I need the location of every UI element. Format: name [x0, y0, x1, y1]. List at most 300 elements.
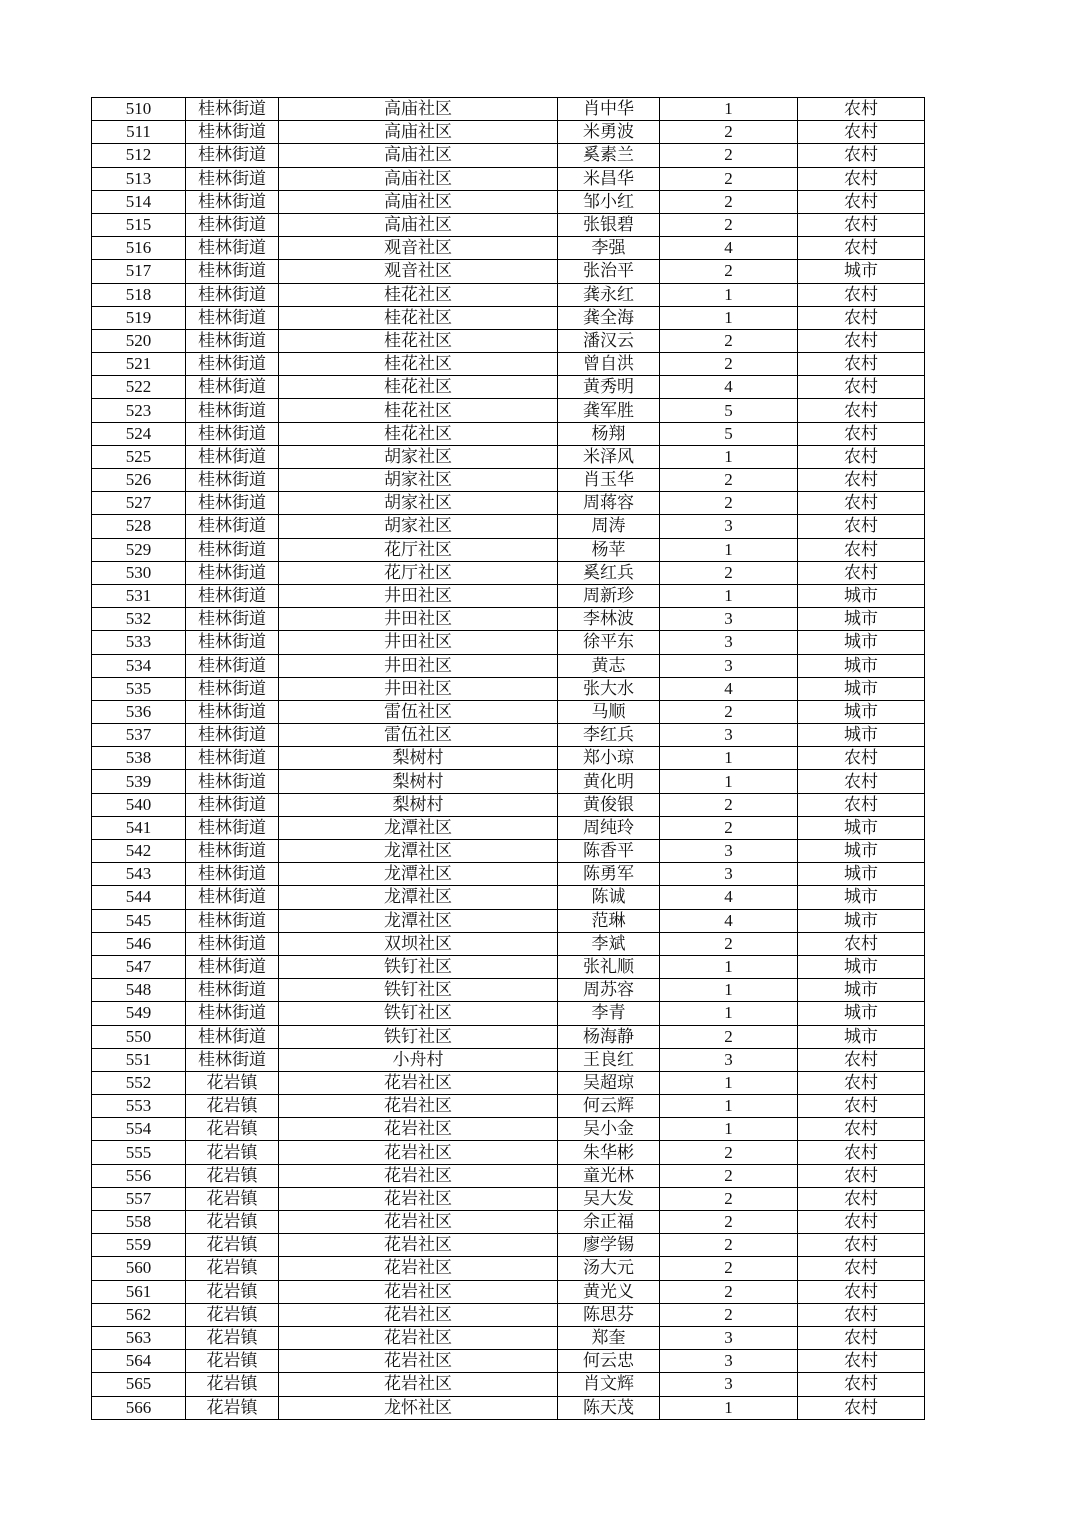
count-cell: 2 — [660, 167, 798, 190]
community-cell: 梨树村 — [279, 793, 558, 816]
type-cell: 农村 — [798, 121, 925, 144]
name-cell: 范琳 — [558, 909, 660, 932]
name-cell: 肖中华 — [558, 98, 660, 121]
name-cell: 潘汉云 — [558, 329, 660, 352]
type-cell: 城市 — [798, 724, 925, 747]
table-row — [92, 747, 925, 770]
type-cell: 城市 — [798, 608, 925, 631]
community-cell: 龙潭社区 — [279, 840, 558, 863]
community-cell: 花岩社区 — [279, 1118, 558, 1141]
community-cell: 观音社区 — [279, 260, 558, 283]
street-cell: 桂林街道 — [186, 1048, 279, 1071]
name-cell: 米昌华 — [558, 167, 660, 190]
name-cell: 黄光义 — [558, 1280, 660, 1303]
community-cell: 桂花社区 — [279, 422, 558, 445]
name-cell: 吴大发 — [558, 1187, 660, 1210]
row-number-cell: 546 — [92, 932, 186, 955]
name-cell: 肖文辉 — [558, 1373, 660, 1396]
data-table — [91, 97, 925, 1420]
name-cell: 黄秀明 — [558, 376, 660, 399]
count-cell: 2 — [660, 353, 798, 376]
name-cell: 何云辉 — [558, 1095, 660, 1118]
community-cell: 胡家社区 — [279, 515, 558, 538]
table-row — [92, 955, 925, 978]
table-row — [92, 793, 925, 816]
community-cell: 高庙社区 — [279, 213, 558, 236]
row-number-cell: 561 — [92, 1280, 186, 1303]
community-cell: 梨树村 — [279, 770, 558, 793]
name-cell: 黄志 — [558, 654, 660, 677]
name-cell: 郑奎 — [558, 1326, 660, 1349]
row-number-cell: 529 — [92, 538, 186, 561]
table-row — [92, 1095, 925, 1118]
name-cell: 米勇波 — [558, 121, 660, 144]
row-number-cell: 559 — [92, 1234, 186, 1257]
name-cell: 曾自洪 — [558, 353, 660, 376]
type-cell: 农村 — [798, 1048, 925, 1071]
name-cell: 陈勇军 — [558, 863, 660, 886]
count-cell: 2 — [660, 1303, 798, 1326]
street-cell: 花岩镇 — [186, 1326, 279, 1349]
name-cell: 邹小红 — [558, 190, 660, 213]
name-cell: 周蒋容 — [558, 492, 660, 515]
table-row — [92, 353, 925, 376]
table-row — [92, 144, 925, 167]
row-number-cell: 539 — [92, 770, 186, 793]
community-cell: 桂花社区 — [279, 329, 558, 352]
row-number-cell: 513 — [92, 167, 186, 190]
table-row — [92, 677, 925, 700]
count-cell: 4 — [660, 237, 798, 260]
count-cell: 1 — [660, 283, 798, 306]
row-number-cell: 515 — [92, 213, 186, 236]
count-cell: 2 — [660, 1280, 798, 1303]
name-cell: 徐平东 — [558, 631, 660, 654]
name-cell: 周纯玲 — [558, 816, 660, 839]
table-row — [92, 863, 925, 886]
street-cell: 花岩镇 — [186, 1187, 279, 1210]
type-cell: 农村 — [798, 237, 925, 260]
row-number-cell: 534 — [92, 654, 186, 677]
community-cell: 桂花社区 — [279, 353, 558, 376]
community-cell: 龙潭社区 — [279, 886, 558, 909]
community-cell: 雷伍社区 — [279, 700, 558, 723]
row-number-cell: 566 — [92, 1396, 186, 1419]
name-cell: 李强 — [558, 237, 660, 260]
street-cell: 桂林街道 — [186, 399, 279, 422]
community-cell: 花岩社区 — [279, 1234, 558, 1257]
community-cell: 铁钉社区 — [279, 979, 558, 1002]
count-cell: 2 — [660, 121, 798, 144]
type-cell: 农村 — [798, 1396, 925, 1419]
count-cell: 4 — [660, 909, 798, 932]
row-number-cell: 517 — [92, 260, 186, 283]
row-number-cell: 564 — [92, 1350, 186, 1373]
street-cell: 花岩镇 — [186, 1396, 279, 1419]
table-row — [92, 1187, 925, 1210]
type-cell: 农村 — [798, 1095, 925, 1118]
row-number-cell: 535 — [92, 677, 186, 700]
row-number-cell: 558 — [92, 1211, 186, 1234]
table-row — [92, 190, 925, 213]
table-row — [92, 1002, 925, 1025]
community-cell: 高庙社区 — [279, 190, 558, 213]
type-cell: 城市 — [798, 1002, 925, 1025]
name-cell: 张治平 — [558, 260, 660, 283]
count-cell: 1 — [660, 747, 798, 770]
row-number-cell: 538 — [92, 747, 186, 770]
count-cell: 3 — [660, 840, 798, 863]
count-cell: 3 — [660, 1350, 798, 1373]
street-cell: 桂林街道 — [186, 700, 279, 723]
count-cell: 2 — [660, 1211, 798, 1234]
name-cell: 肖玉华 — [558, 469, 660, 492]
count-cell: 1 — [660, 98, 798, 121]
row-number-cell: 533 — [92, 631, 186, 654]
table-row — [92, 700, 925, 723]
count-cell: 1 — [660, 306, 798, 329]
count-cell: 5 — [660, 399, 798, 422]
street-cell: 桂林街道 — [186, 584, 279, 607]
count-cell: 2 — [660, 700, 798, 723]
table-row — [92, 631, 925, 654]
community-cell: 胡家社区 — [279, 492, 558, 515]
row-number-cell: 540 — [92, 793, 186, 816]
type-cell: 农村 — [798, 492, 925, 515]
street-cell: 桂林街道 — [186, 237, 279, 260]
name-cell: 马顺 — [558, 700, 660, 723]
name-cell: 李红兵 — [558, 724, 660, 747]
name-cell: 米泽风 — [558, 445, 660, 468]
name-cell: 郑小琼 — [558, 747, 660, 770]
row-number-cell: 536 — [92, 700, 186, 723]
type-cell: 城市 — [798, 863, 925, 886]
type-cell: 城市 — [798, 909, 925, 932]
count-cell: 1 — [660, 1095, 798, 1118]
community-cell: 铁钉社区 — [279, 955, 558, 978]
community-cell: 桂花社区 — [279, 306, 558, 329]
row-number-cell: 549 — [92, 1002, 186, 1025]
row-number-cell: 548 — [92, 979, 186, 1002]
row-number-cell: 516 — [92, 237, 186, 260]
count-cell: 5 — [660, 422, 798, 445]
count-cell: 1 — [660, 770, 798, 793]
table-row — [92, 1071, 925, 1094]
community-cell: 桂花社区 — [279, 283, 558, 306]
street-cell: 桂林街道 — [186, 515, 279, 538]
community-cell: 高庙社区 — [279, 98, 558, 121]
community-cell: 花岩社区 — [279, 1164, 558, 1187]
community-cell: 高庙社区 — [279, 121, 558, 144]
name-cell: 张银碧 — [558, 213, 660, 236]
community-cell: 龙潭社区 — [279, 816, 558, 839]
table-row — [92, 816, 925, 839]
type-cell: 农村 — [798, 329, 925, 352]
row-number-cell: 555 — [92, 1141, 186, 1164]
name-cell: 汤大元 — [558, 1257, 660, 1280]
row-number-cell: 552 — [92, 1071, 186, 1094]
row-number-cell: 524 — [92, 422, 186, 445]
street-cell: 桂林街道 — [186, 909, 279, 932]
table-row — [92, 306, 925, 329]
type-cell: 城市 — [798, 677, 925, 700]
count-cell: 2 — [660, 1187, 798, 1210]
row-number-cell: 522 — [92, 376, 186, 399]
count-cell: 3 — [660, 1048, 798, 1071]
row-number-cell: 512 — [92, 144, 186, 167]
count-cell: 1 — [660, 1002, 798, 1025]
street-cell: 桂林街道 — [186, 283, 279, 306]
count-cell: 2 — [660, 793, 798, 816]
community-cell: 小舟村 — [279, 1048, 558, 1071]
table-row — [92, 724, 925, 747]
count-cell: 3 — [660, 863, 798, 886]
row-number-cell: 520 — [92, 329, 186, 352]
name-cell: 杨苹 — [558, 538, 660, 561]
table-row — [92, 1350, 925, 1373]
street-cell: 花岩镇 — [186, 1257, 279, 1280]
type-cell: 农村 — [798, 1257, 925, 1280]
community-cell: 花厅社区 — [279, 538, 558, 561]
community-cell: 井田社区 — [279, 631, 558, 654]
table-row — [92, 376, 925, 399]
street-cell: 桂林街道 — [186, 445, 279, 468]
name-cell: 李斌 — [558, 932, 660, 955]
count-cell: 3 — [660, 631, 798, 654]
table-row — [92, 121, 925, 144]
street-cell: 桂林街道 — [186, 840, 279, 863]
table-row — [92, 213, 925, 236]
name-cell: 朱华彬 — [558, 1141, 660, 1164]
street-cell: 桂林街道 — [186, 121, 279, 144]
table-row — [92, 1164, 925, 1187]
table-row — [92, 886, 925, 909]
row-number-cell: 523 — [92, 399, 186, 422]
name-cell: 李林波 — [558, 608, 660, 631]
name-cell: 张大水 — [558, 677, 660, 700]
street-cell: 桂林街道 — [186, 469, 279, 492]
type-cell: 农村 — [798, 538, 925, 561]
table-row — [92, 979, 925, 1002]
street-cell: 桂林街道 — [186, 260, 279, 283]
type-cell: 农村 — [798, 1187, 925, 1210]
street-cell: 花岩镇 — [186, 1164, 279, 1187]
name-cell: 黄俊银 — [558, 793, 660, 816]
count-cell: 1 — [660, 1071, 798, 1094]
name-cell: 童光林 — [558, 1164, 660, 1187]
type-cell: 城市 — [798, 886, 925, 909]
street-cell: 桂林街道 — [186, 886, 279, 909]
name-cell: 奚素兰 — [558, 144, 660, 167]
type-cell: 农村 — [798, 144, 925, 167]
street-cell: 桂林街道 — [186, 1002, 279, 1025]
row-number-cell: 543 — [92, 863, 186, 886]
type-cell: 城市 — [798, 955, 925, 978]
type-cell: 农村 — [798, 1211, 925, 1234]
name-cell: 陈香平 — [558, 840, 660, 863]
community-cell: 花岩社区 — [279, 1257, 558, 1280]
row-number-cell: 556 — [92, 1164, 186, 1187]
type-cell: 农村 — [798, 747, 925, 770]
street-cell: 桂林街道 — [186, 631, 279, 654]
name-cell: 龚军胜 — [558, 399, 660, 422]
table-row — [92, 1048, 925, 1071]
street-cell: 花岩镇 — [186, 1211, 279, 1234]
table-row — [92, 329, 925, 352]
table-row — [92, 492, 925, 515]
row-number-cell: 557 — [92, 1187, 186, 1210]
type-cell: 农村 — [798, 515, 925, 538]
table-row — [92, 1303, 925, 1326]
street-cell: 花岩镇 — [186, 1303, 279, 1326]
count-cell: 1 — [660, 584, 798, 607]
street-cell: 桂林街道 — [186, 932, 279, 955]
row-number-cell: 525 — [92, 445, 186, 468]
community-cell: 龙潭社区 — [279, 909, 558, 932]
table-row — [92, 167, 925, 190]
community-cell: 观音社区 — [279, 237, 558, 260]
type-cell: 农村 — [798, 1164, 925, 1187]
type-cell: 城市 — [798, 1025, 925, 1048]
name-cell: 吴小金 — [558, 1118, 660, 1141]
type-cell: 农村 — [798, 190, 925, 213]
type-cell: 农村 — [798, 793, 925, 816]
street-cell: 桂林街道 — [186, 770, 279, 793]
type-cell: 城市 — [798, 979, 925, 1002]
table-row — [92, 260, 925, 283]
row-number-cell: 514 — [92, 190, 186, 213]
table-body — [92, 98, 925, 1420]
type-cell: 农村 — [798, 283, 925, 306]
street-cell: 桂林街道 — [186, 492, 279, 515]
name-cell: 周涛 — [558, 515, 660, 538]
row-number-cell: 562 — [92, 1303, 186, 1326]
table-row — [92, 932, 925, 955]
type-cell: 农村 — [798, 1373, 925, 1396]
community-cell: 高庙社区 — [279, 167, 558, 190]
name-cell: 王良红 — [558, 1048, 660, 1071]
count-cell: 3 — [660, 1373, 798, 1396]
row-number-cell: 518 — [92, 283, 186, 306]
table-row — [92, 445, 925, 468]
type-cell: 城市 — [798, 700, 925, 723]
community-cell: 桂花社区 — [279, 376, 558, 399]
table-row — [92, 1118, 925, 1141]
count-cell: 2 — [660, 1141, 798, 1164]
type-cell: 农村 — [798, 353, 925, 376]
type-cell: 城市 — [798, 260, 925, 283]
row-number-cell: 553 — [92, 1095, 186, 1118]
community-cell: 井田社区 — [279, 584, 558, 607]
row-number-cell: 531 — [92, 584, 186, 607]
name-cell: 黄化明 — [558, 770, 660, 793]
count-cell: 2 — [660, 1234, 798, 1257]
table-row — [92, 399, 925, 422]
type-cell: 农村 — [798, 376, 925, 399]
name-cell: 龚全海 — [558, 306, 660, 329]
count-cell: 1 — [660, 1118, 798, 1141]
count-cell: 2 — [660, 1164, 798, 1187]
street-cell: 桂林街道 — [186, 422, 279, 445]
community-cell: 花岩社区 — [279, 1071, 558, 1094]
name-cell: 龚永红 — [558, 283, 660, 306]
table-row — [92, 1373, 925, 1396]
type-cell: 农村 — [798, 1280, 925, 1303]
street-cell: 桂林街道 — [186, 376, 279, 399]
community-cell: 花厅社区 — [279, 561, 558, 584]
table-row — [92, 1326, 925, 1349]
count-cell: 3 — [660, 654, 798, 677]
street-cell: 花岩镇 — [186, 1095, 279, 1118]
street-cell: 桂林街道 — [186, 167, 279, 190]
street-cell: 花岩镇 — [186, 1373, 279, 1396]
street-cell: 花岩镇 — [186, 1350, 279, 1373]
community-cell: 花岩社区 — [279, 1095, 558, 1118]
street-cell: 桂林街道 — [186, 654, 279, 677]
table-row — [92, 584, 925, 607]
type-cell: 农村 — [798, 932, 925, 955]
street-cell: 花岩镇 — [186, 1071, 279, 1094]
type-cell: 农村 — [798, 213, 925, 236]
row-number-cell: 563 — [92, 1326, 186, 1349]
name-cell: 奚红兵 — [558, 561, 660, 584]
community-cell: 井田社区 — [279, 654, 558, 677]
row-number-cell: 530 — [92, 561, 186, 584]
community-cell: 桂花社区 — [279, 399, 558, 422]
row-number-cell: 511 — [92, 121, 186, 144]
type-cell: 农村 — [798, 98, 925, 121]
count-cell: 2 — [660, 190, 798, 213]
row-number-cell: 550 — [92, 1025, 186, 1048]
street-cell: 桂林街道 — [186, 353, 279, 376]
community-cell: 花岩社区 — [279, 1350, 558, 1373]
type-cell: 城市 — [798, 584, 925, 607]
table-row — [92, 98, 925, 121]
table-row — [92, 515, 925, 538]
type-cell: 农村 — [798, 1303, 925, 1326]
community-cell: 双坝社区 — [279, 932, 558, 955]
type-cell: 城市 — [798, 840, 925, 863]
count-cell: 2 — [660, 492, 798, 515]
street-cell: 桂林街道 — [186, 538, 279, 561]
street-cell: 桂林街道 — [186, 306, 279, 329]
row-number-cell: 537 — [92, 724, 186, 747]
street-cell: 桂林街道 — [186, 747, 279, 770]
type-cell: 城市 — [798, 654, 925, 677]
type-cell: 农村 — [798, 1118, 925, 1141]
community-cell: 高庙社区 — [279, 144, 558, 167]
count-cell: 2 — [660, 1257, 798, 1280]
table-row — [92, 1211, 925, 1234]
type-cell: 农村 — [798, 561, 925, 584]
table-row — [92, 1141, 925, 1164]
type-cell: 农村 — [798, 1071, 925, 1094]
type-cell: 城市 — [798, 631, 925, 654]
name-cell: 杨翔 — [558, 422, 660, 445]
table-row — [92, 1257, 925, 1280]
name-cell: 余正福 — [558, 1211, 660, 1234]
community-cell: 雷伍社区 — [279, 724, 558, 747]
street-cell: 桂林街道 — [186, 213, 279, 236]
row-number-cell: 528 — [92, 515, 186, 538]
row-number-cell: 521 — [92, 353, 186, 376]
community-cell: 花岩社区 — [279, 1141, 558, 1164]
row-number-cell: 545 — [92, 909, 186, 932]
count-cell: 2 — [660, 260, 798, 283]
street-cell: 桂林街道 — [186, 561, 279, 584]
street-cell: 桂林街道 — [186, 144, 279, 167]
count-cell: 3 — [660, 515, 798, 538]
